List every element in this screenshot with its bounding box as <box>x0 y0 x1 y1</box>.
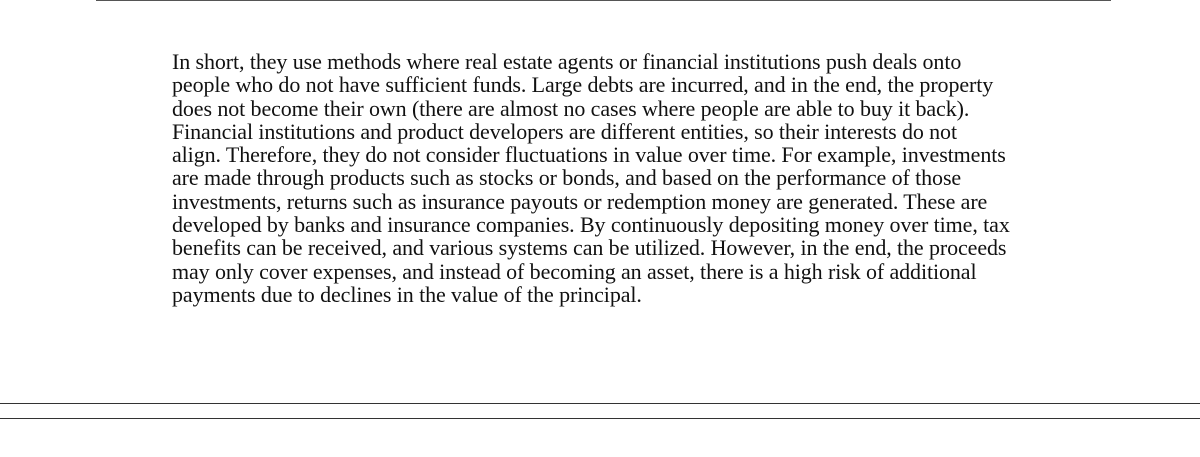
paragraph-line: benefits can be received, and various systems can be utilized. However, in the end, the proceeds <box>172 235 1007 261</box>
paragraph-line: does not become their own (there are almost no cases where people are able to buy it back). <box>172 95 970 121</box>
paragraph-line: developed by banks and insurance companies. By continuously depositing money over time, tax <box>172 212 1010 238</box>
top-divider <box>96 0 1111 1</box>
paragraph-line: people who do not have sufficient funds. Large debts are incurred, and in the end, the property <box>172 72 994 98</box>
paragraph-line: align. Therefore, they do not consider fluctuations in value over time. For example, investments <box>172 142 1006 168</box>
paragraph-line: investments, returns such as insurance payouts or redemption money are generated. These are <box>172 188 988 214</box>
bottom-divider-upper <box>0 403 1200 404</box>
bottom-divider-lower <box>0 418 1200 419</box>
paragraph-line: are made through products such as stocks or bonds, and based on the performance of those <box>172 165 962 191</box>
paragraph-line: Financial institutions and product developers are different entities, so their interests do not <box>172 118 957 144</box>
paragraph-line: In short, they use methods where real estate agents or financial institutions push deals onto <box>172 49 962 74</box>
body-paragraph <box>172 50 1132 306</box>
paragraph-line: may only cover expenses, and instead of becoming an asset, there is a high risk of additional <box>172 258 977 284</box>
paragraph-line: payments due to declines in the value of the principal. <box>172 281 642 307</box>
